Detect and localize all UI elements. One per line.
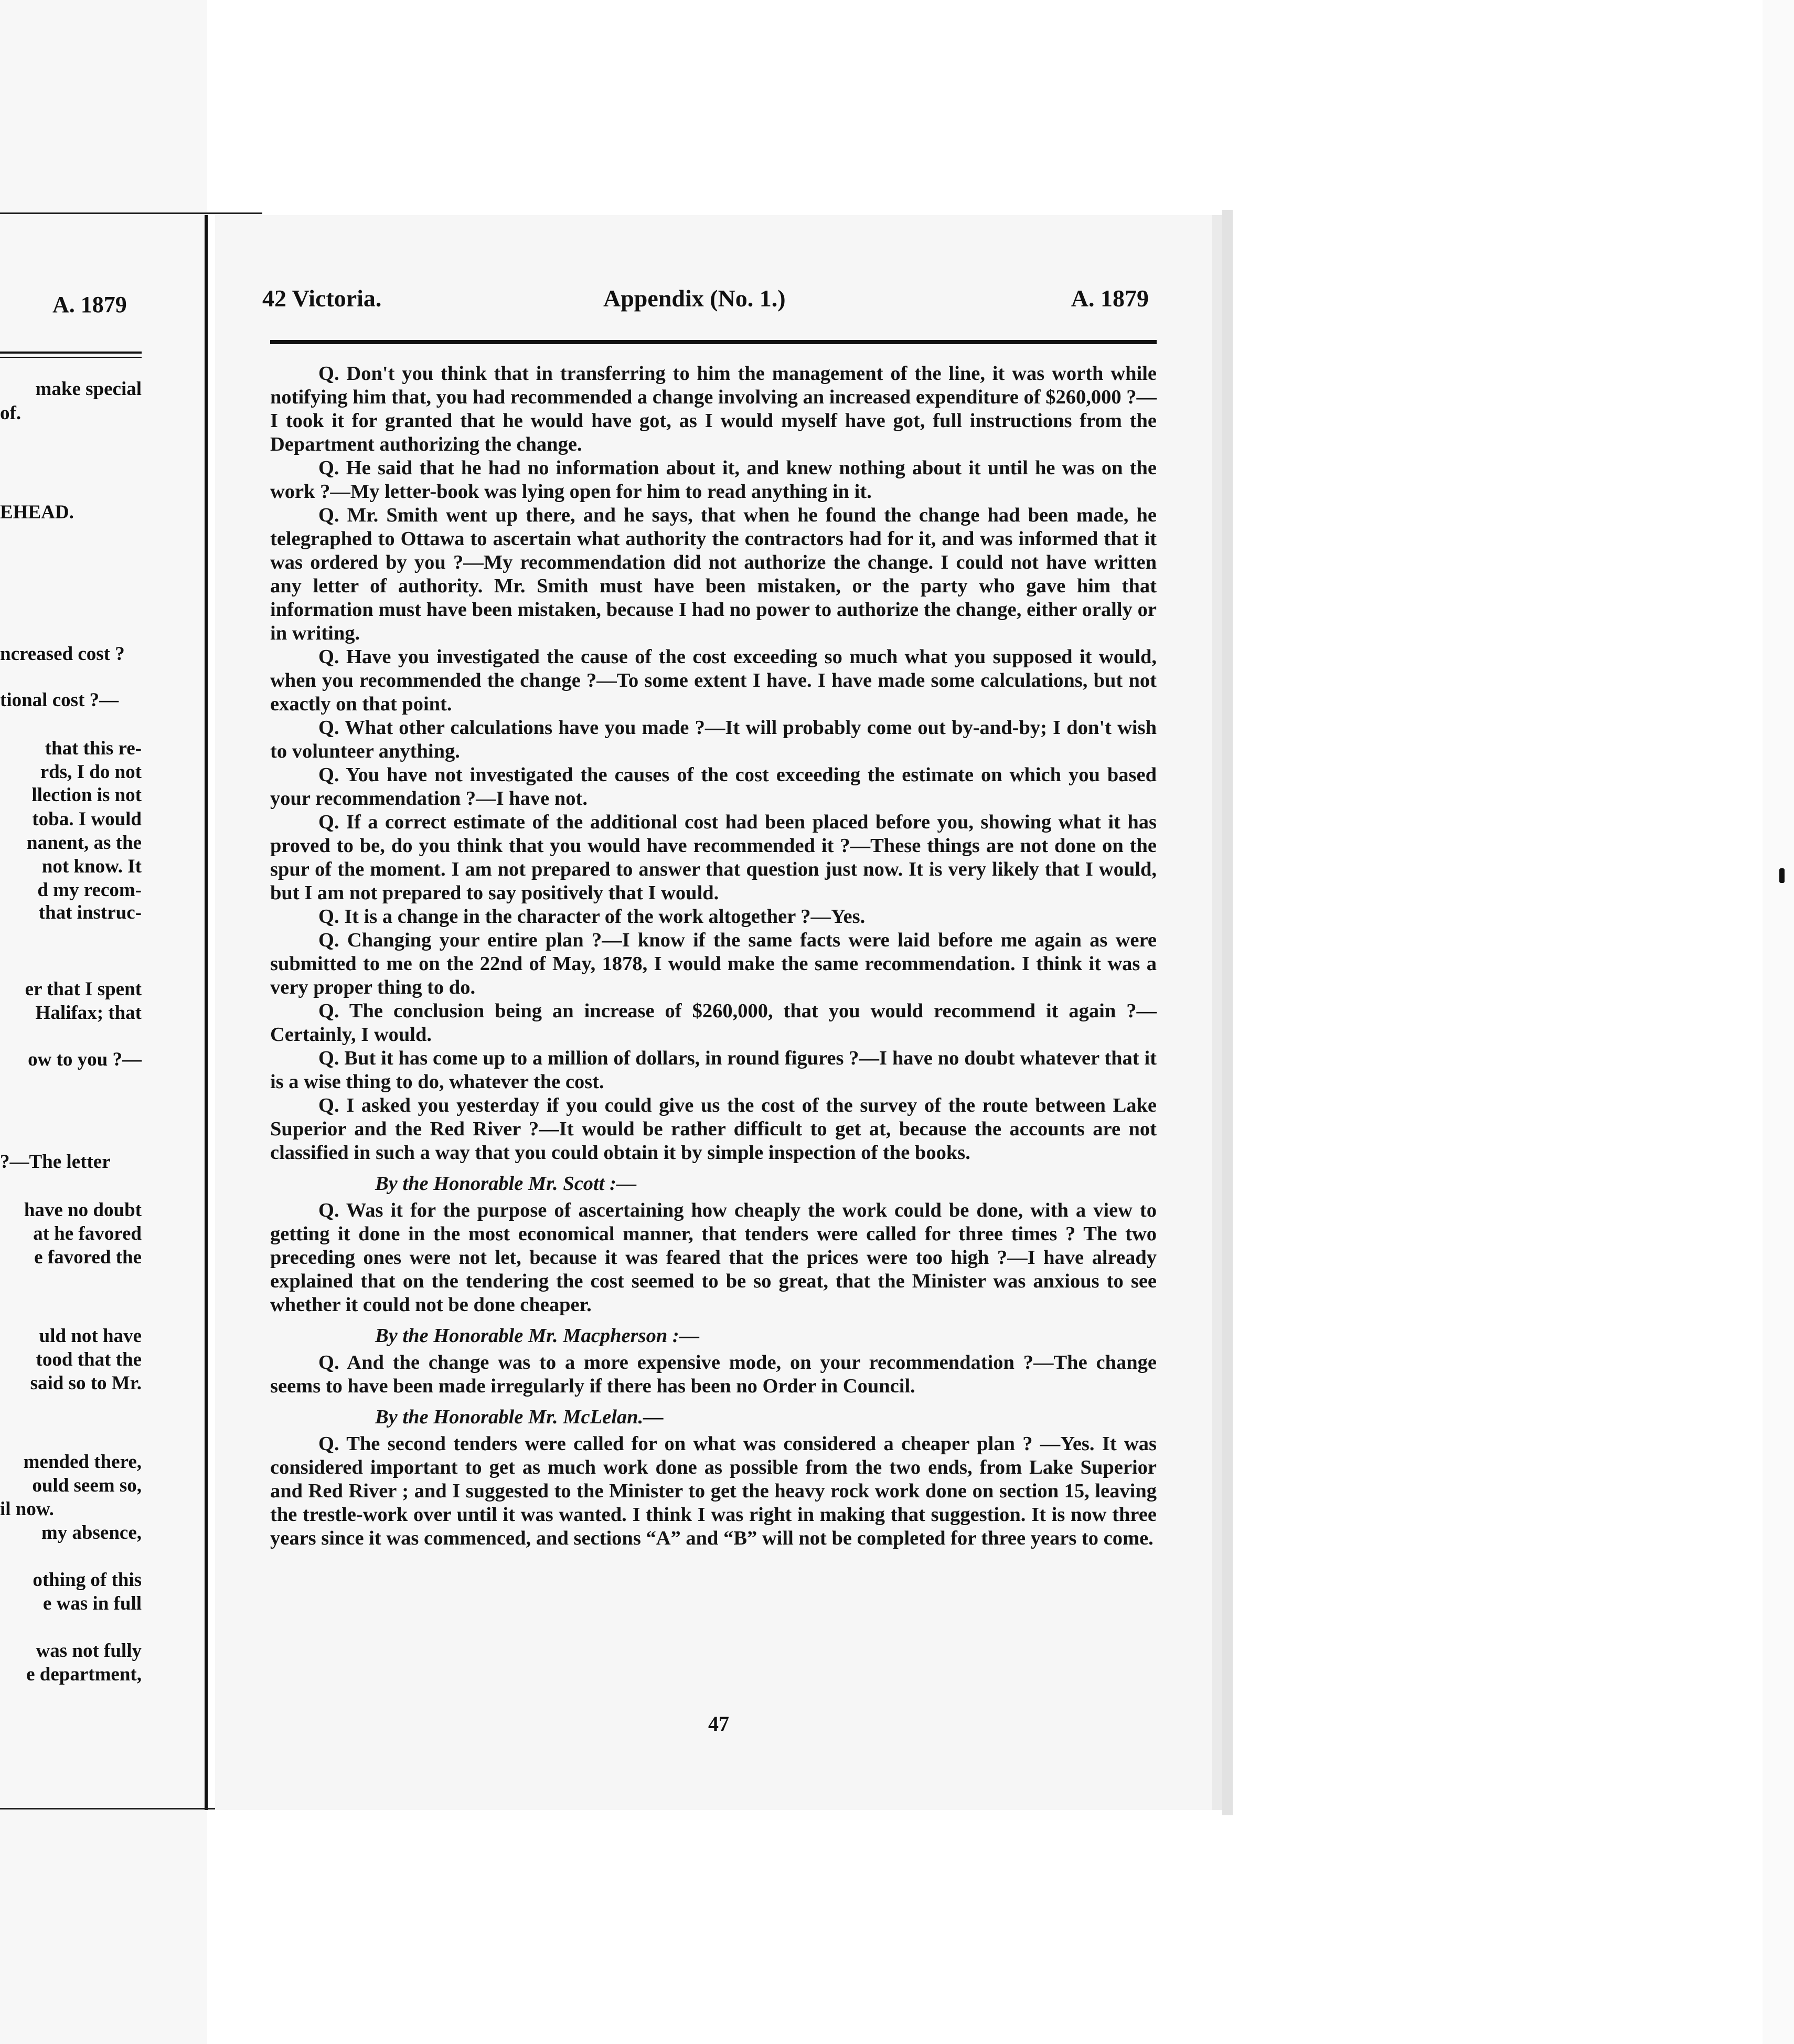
question-answer: Q. Don't you think that in transferring to him the management of the line, it was worth while notifying him that, you had recommended a change involving an increased expenditure of $260,000 ?—I took it for granted that he would have got, as I would myself have got, full instructions from the Department authorizing the change. — [270, 363, 1157, 455]
left-page-line: have no doubt — [24, 1199, 142, 1221]
question-answer: Q. I asked you yesterday if you could give us the cost of the survey of the route between Lake Superior and the Red River ?—It would be rather difficult to get at, because the accounts are not classified in such a way that you could obtain it by simple inspection of the books. — [270, 1094, 1157, 1164]
page-stack-edge — [1222, 210, 1233, 1815]
left-page-line: that this re- — [45, 738, 142, 759]
left-page-line: rds, I do not — [40, 761, 142, 783]
question-answer: Q. Have you investigated the cause of the cost exceeding so much what you supposed it would, when you recommended the change ?—To some extent I have. I have made some calculations, but not exactly on that point. — [270, 646, 1157, 715]
scan-mark — [1779, 868, 1785, 883]
left-page-line: il now. — [0, 1498, 54, 1520]
header-rule — [270, 340, 1157, 344]
question-answer: Q. Changing your entire plan ?—I know if the same facts were laid before me again as were submitted to me on the 22nd of May, 1878, I would make the same recommendation. I think it was a very proper thing to do. — [270, 929, 1157, 998]
question-answer: Q. What other calculations have you made ?—It will probably come out by-and-by; I don't wish to volunteer anything. — [270, 717, 1157, 762]
page-number: 47 — [708, 1712, 729, 1736]
question-answer: Q. And the change was to a more expensive mode, on your recommendation ?—The change seems to have been made irregularly if there has been no Order in Council. — [270, 1351, 1157, 1397]
left-page-rule — [0, 352, 142, 358]
examiner-heading: By the Honorable Mr. Macpherson :— — [375, 1325, 700, 1347]
left-page-line: d my recom- — [37, 879, 142, 901]
left-page-line: ould seem so, — [32, 1475, 142, 1496]
examiner-heading: By the Honorable Mr. McLelan.— — [375, 1406, 664, 1428]
question-answer: Q. You have not investigated the causes of the cost exceeding the estimate on which you based your recommendation ?—I have not. — [270, 764, 1157, 810]
running-header — [262, 284, 1149, 316]
left-page-line: nanent, as the — [27, 832, 142, 854]
question-answer: Q. It is a change in the character of the work altogether ?—Yes. — [318, 906, 866, 928]
question-answer: Q. The conclusion being an increase of $260,000, that you would recommend it again ?—Certainly, I would. — [270, 1000, 1157, 1046]
left-page-line: mended there, — [23, 1451, 142, 1473]
left-page-line: er that I spent — [25, 978, 142, 1000]
left-page-line: EHEAD. — [0, 502, 74, 523]
header-year: A. 1879 — [1071, 285, 1149, 312]
left-page-line: tood that the — [36, 1349, 142, 1370]
left-page-line: Halifax; that — [35, 1002, 142, 1024]
left-page-line: make special — [35, 378, 142, 400]
question-answer: Q. He said that he had no information about it, and knew nothing about it until he was on the work ?—My letter-book was lying open for him to read anything in it. — [270, 457, 1157, 503]
left-page-line: at he favored — [33, 1223, 142, 1244]
left-page-line: tional cost ?— — [0, 689, 119, 711]
left-page-line: uld not have — [39, 1325, 142, 1347]
testimony-body — [270, 362, 1157, 1550]
examiner-heading: By the Honorable Mr. Scott :— — [375, 1173, 637, 1195]
left-page-line: that instruc- — [38, 902, 142, 923]
left-page-line: toba. I would — [32, 808, 142, 830]
left-page — [0, 0, 207, 2044]
left-page-line: e favored the — [34, 1247, 142, 1268]
question-answer: Q. Was it for the purpose of ascertaining how cheaply the work could be done, with a view to getting it done in the most economical manner, that tenders were called for three times ? The two preceding ones were not let, because it was feared that the prices were too high ?—I have already explained that on the tendering the cost seemed to be so great, that the Minister was anxious to see whether it could not be done cheaper. — [270, 1199, 1157, 1316]
left-page-line: ?—The letter — [0, 1151, 111, 1173]
book-spine — [205, 215, 208, 1810]
question-answer: Q. Mr. Smith went up there, and he says, that when he found the change had been made, he telegraphed to Ottawa to ascertain what authority the contractors had for it, and was informed that it was ordered by you ?—My recommendation did not authorize the change. I could not have written any letter of authority. Mr. Smith must have been mistaken, or the party who gave him that information must have been mistaken, because I had no power to authorize the change, either orally or in writing. — [270, 504, 1157, 644]
scan-margin — [1763, 0, 1794, 2044]
left-page-line: othing of this — [33, 1569, 142, 1591]
page-top-edge — [0, 212, 262, 214]
left-page-line: ncreased cost ? — [0, 643, 125, 665]
left-page-line: my absence, — [41, 1522, 142, 1543]
header-session: 42 Victoria. — [262, 285, 382, 312]
left-page-header: A. 1879 — [52, 292, 127, 317]
left-page-line: llection is not — [31, 784, 142, 806]
question-answer: Q. If a correct estimate of the additional cost had been placed before you, showing what it has proved to be, do you think that you would have recommended it ?—These things are not done on the spur of the moment. I am not prepared to answer that question just now. It is very likely that I would, but I am not prepared to say positively that I would. — [270, 811, 1157, 904]
left-page-line: e was in full — [42, 1593, 142, 1614]
question-answer: Q. But it has come up to a million of dollars, in round figures ?—I have no doubt whatever that it is a wise thing to do, whatever the cost. — [270, 1047, 1157, 1093]
header-appendix: Appendix (No. 1.) — [603, 285, 786, 312]
left-page-line: of. — [0, 402, 22, 424]
left-page-line: not know. It — [41, 856, 142, 877]
left-page-line: ow to you ?— — [28, 1049, 142, 1070]
left-page-line: e department, — [26, 1664, 142, 1685]
left-page-line: said so to Mr. — [30, 1372, 142, 1394]
left-page-line: was not fully — [36, 1640, 142, 1662]
question-answer: Q. The second tenders were called for on what was considered a cheaper plan ? —Yes. It was considered important to get as much work done as possible from the two ends, from Lake Superior and Red River ; and I suggested to the Minister to get the heavy rock work done on section 15, leaving the trestle-work over until it was wanted. I think I was right in making that suggestion. It is now three years since it was commenced, and sections “A” and “B” will not be completed for three years to come. — [270, 1433, 1157, 1549]
